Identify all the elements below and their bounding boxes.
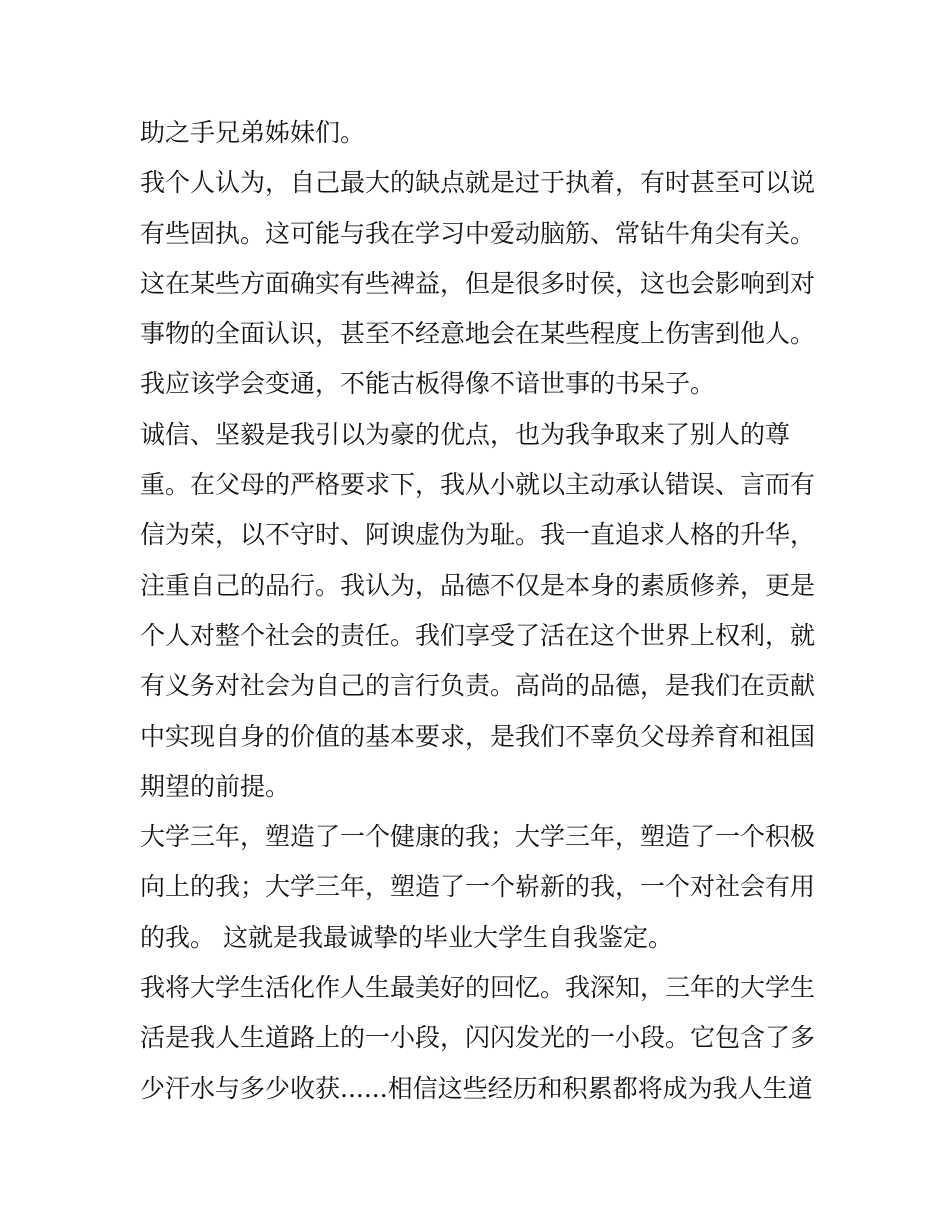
text-line: 的我。 这就是我最诚挚的毕业大学生自我鉴定。 (140, 922, 673, 952)
text-line: 有些固执。这可能与我在学习中爱动脑筋、常钻牛角尖有关。 (140, 218, 816, 248)
text-line: 期望的前提。 (140, 771, 291, 801)
text-line: 这在某些方面确实有些裨益，但是很多时侯，这也会影响到对 (140, 268, 816, 298)
text-line: 诚信、坚毅是我引以为豪的优点，也为我争取来了别人的尊 (140, 419, 791, 449)
text-line: 中实现自身的价值的基本要求，是我们不辜负父母养育和祖国 (140, 721, 816, 751)
text-line: 助之手兄弟姊妹们。 (140, 118, 366, 147)
text-line: 大学三年，塑造了一个健康的我；大学三年，塑造了一个积极 (140, 822, 816, 852)
document-body (140, 108, 820, 1114)
text-line: 重。在父母的严格要求下，我从小就以主动承认错误、言而有 (140, 470, 816, 500)
text-line: 信为荣，以不守时、阿谀虚伪为耻。我一直追求人格的升华， (140, 520, 816, 550)
text-line: 有义务对社会为自己的言行负责。高尚的品德，是我们在贡献 (140, 671, 816, 701)
text-line: 少汗水与多少收获......相信这些经历和积累都将成为我人生道 (140, 1073, 813, 1103)
text-line: 我应该学会变通，不能古板得像不谙世事的书呆子。 (140, 369, 716, 399)
text-line: 活是我人生道路上的一小段，闪闪发光的一小段。它包含了多 (140, 1023, 816, 1053)
text-line: 个人对整个社会的责任。我们享受了活在这个世界上权利，就 (140, 620, 816, 650)
text-line: 我将大学生活化作人生最美好的回忆。我深知，三年的大学生 (140, 973, 816, 1003)
text-line: 我个人认为，自己最大的缺点就是过于执着，有时甚至可以说 (140, 168, 816, 198)
text-line: 事物的全面认识，甚至不经意地会在某些程度上伤害到他人。 (140, 319, 816, 349)
text-line: 注重自己的品行。我认为，品德不仅是本身的素质修养，更是 (140, 570, 816, 600)
text-line: 向上的我；大学三年，塑造了一个崭新的我，一个对社会有用 (140, 872, 816, 902)
